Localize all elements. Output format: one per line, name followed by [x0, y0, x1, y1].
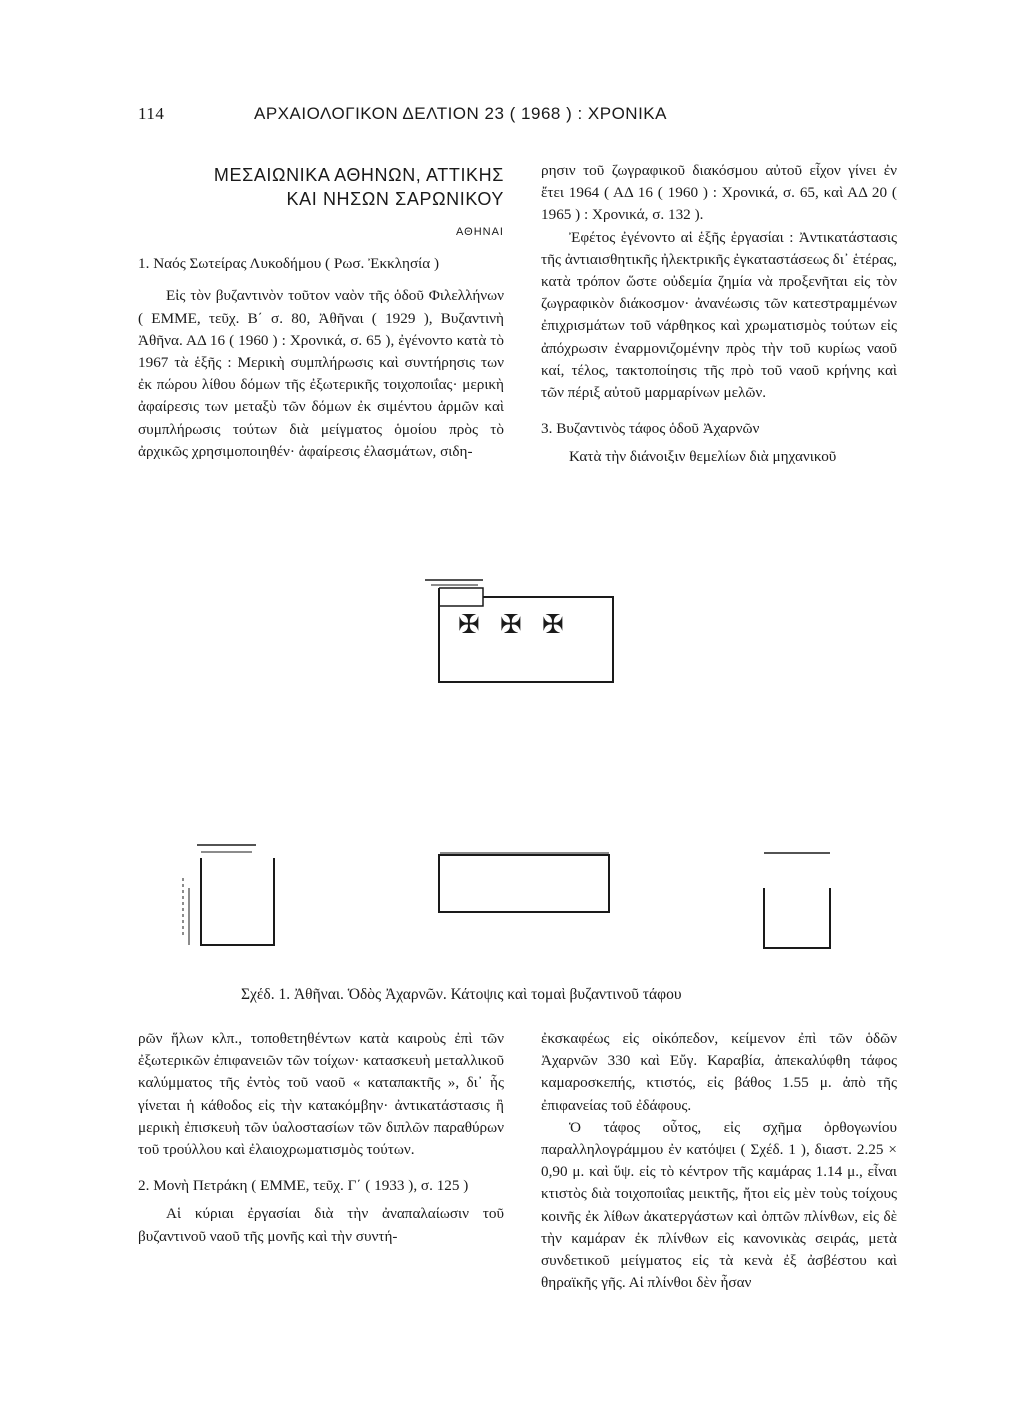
article-paragraph: Αἱ κύριαι ἐργασίαι διὰ τὴν ἀναπαλαίωσιν τοῦ βυζαντινοῦ ναοῦ τῆς μονῆς καὶ τὴν συντή-	[138, 1205, 504, 1245]
page-number: 114	[138, 104, 165, 123]
article-paragraph: Ἐφέτος ἐγένοντο αἱ ἑξῆς ἐργασίαι : Ἀντικατάστασις τῆς ἀντιαισθητικῆς ἠλεκτρικῆς ἐγκαταστάσεως δι᾿ ἑτέρας, κατὰ τρόπον ὥστε οὐδεμία ζημία νὰ προξενῆται εἰς τὸν ζωγραφικὸν διάκοσμον· ἀνανέωσις τῶν κατεστραμμένων ἐπιχρισμάτων τοῦ νάρθηκος καὶ χρωματισμὸς τούτων εἰς ἀπόχρωσιν ἐναρμονιζομένην πρὸς τὴν τοῦ κυρίως ναοῦ καί, τέλος, τακτοποίησις τῆς πρὸ τοῦ ναοῦ κρήνης καὶ τῶν πέριξ αὐτοῦ μαρμαρίνων μελῶν.	[541, 228, 897, 402]
figure-caption: Σχέδ. 1. Ἀθῆναι. Ὁδὸς Ἀχαρνῶν. Κάτοψις καὶ τομαὶ βυζαντινοῦ τάφου	[241, 986, 682, 1003]
cross-mark-3: ✠	[542, 610, 564, 640]
section-title-line1: ΜΕΣΑΙΩΝΙΚΑ ΑΘΗΝΩΝ, ΑΤΤΙΚΗΣ	[213, 165, 504, 185]
running-title: ΑΡΧΑΙΟΛΟΓΙΚΟΝ ΔΕΛΤΙΟΝ 23 ( 1968 ) : ΧΡΟΝΙΚΑ	[254, 104, 667, 123]
article-heading-1: 1. Ναός Σωτείρας Λυκοδήμου ( Ρωσ. Ἐκκλησία )	[138, 255, 440, 273]
article-paragraph: ἐκσκαφέως εἰς οἰκόπεδον, κείμενον ἐπὶ τῶν ὁδῶν Ἀχαρνῶν 330 καὶ Εὔγ. Καραβία, ἀπεκαλύφθη τάφος καμαροσκεπής, κτιστός, εἰς βάθος 1.55 μ. ἀπὸ τῆς ἐπιφανείας τοῦ ἐδάφους.	[541, 1030, 897, 1114]
article-heading-2: 2. Μονὴ Πετράκη ( ΕΜΜΕ, τεῦχ. Γ΄ ( 1933 ), σ. 125 )	[138, 1177, 469, 1195]
section-title-line2: ΚΑΙ ΝΗΣΩΝ ΣΑΡΩΝΙΚΟΥ	[286, 189, 504, 209]
article-paragraph: Ὁ τάφος οὗτος, εἰς σχῆμα ὀρθογωνίου παραλληλογράμμου ἐν κατόψει ( Σχέδ. 1 ), διαστ. 2.25 × 0,90 μ. καὶ ὕψ. εἰς τὸ κέντρον τῆς καμάρας 1.14 μ., εἶναι κτιστὸς διὰ τοιχοποιΐας μεικτῆς, ἤτοι εἰς μὲν τοὺς τοίχους κοινῆς ἐκ λίθων ἀκατεργάστων καὶ ὀπτῶν πλίνθων, εἰς δὲ τὴν καμάραν ἐκ πλίνθων εἰς κανονικὰς σειράς, μετὰ συνδετικοῦ μείγματος εἰς τὰ κενὰ ἐξ ἀσβέστου καὶ θηραϊκῆς γῆς. Αἱ πλίνθοι δὲν ἦσαν	[541, 1118, 897, 1292]
tomb-plan-cap	[439, 588, 483, 606]
article-heading-3: 3. Βυζαντινὸς τάφος ὁδοῦ Ἀχαρνῶν	[541, 420, 760, 438]
article-paragraph: ρῶν ἥλων κλπ., τοποθετηθέντων κατὰ καιροὺς ἐπὶ τῶν ἐξωτερικῶν ἐπιφανειῶν τῶν τοίχων· κατασκευὴ μεταλλικοῦ καλύμματος τῆς ἐντὸς τοῦ ναοῦ « καταπακτῆς », δι᾿ ἧς γίνεται ἡ κάθοδος εἰς τὴν κατακόμβην· ἀντικατάστασις ἢ μερικὴ ἐπισκευὴ τῶν ὑαλοστασίων τῶν διπλῶν παραθύρων τοῦ τρούλλου καὶ ἐλαιοχρωματισμὸς τούτων.	[138, 1030, 504, 1159]
article-paragraph: ρησιν τοῦ ζωγραφικοῦ διακόσμου αὐτοῦ εἶχον γίνει ἐν ἔτει 1964 ( ΑΔ 16 ( 1960 ) : Χρονικά, σ. 65, καὶ ΑΔ 20 ( 1965 ) : Χρονικά, σ. 132 ).	[541, 162, 897, 224]
article-paragraph: Κατὰ τὴν διάνοιξιν θεμελίων διὰ μηχανικοῦ	[569, 448, 837, 466]
tomb-section-left	[201, 858, 274, 945]
section-subtitle: ΑΘΗΝΑΙ	[456, 226, 504, 238]
left-column-bottom	[138, 1028, 504, 1248]
cross-mark-2: ✠	[500, 610, 522, 640]
tomb-section-center	[439, 855, 609, 912]
cross-mark-1: ✠	[458, 610, 480, 640]
article-paragraph: Εἰς τὸν βυζαντινὸν τοῦτον ναὸν τῆς ὁδοῦ Φιλελλήνων ( ΕΜΜΕ, τεῦχ. Β΄ σ. 80, Ἀθῆναι ( 1929 ), Βυζαντινὴ Ἀθῆνα. ΑΔ 16 ( 1960 ) : Χρονικά, σ. 65 ), ἐγένοντο κατὰ τὸ 1967 τὰ ἑξῆς : Μερικὴ συμπλήρωσις καὶ συντήρησις των ἐκ πώρου λίθου δόμων τῆς ἐξωτερικῆς τοιχοποιΐας· μερικὴ ἀφαίρεσις των μεταξὺ τῶν δόμων ἐκ σιμέντου ἁρμῶν καὶ συμπλήρωσις τούτων διὰ μείγματος ὁμοίου πρὸς τὸ ἀρχικῶς χρησιμοποιηθέν· ἀφαίρεσις ἐλασμάτων, σιδη-	[138, 287, 504, 460]
tomb-section-right	[764, 888, 830, 948]
right-column-bottom	[541, 1028, 897, 1294]
